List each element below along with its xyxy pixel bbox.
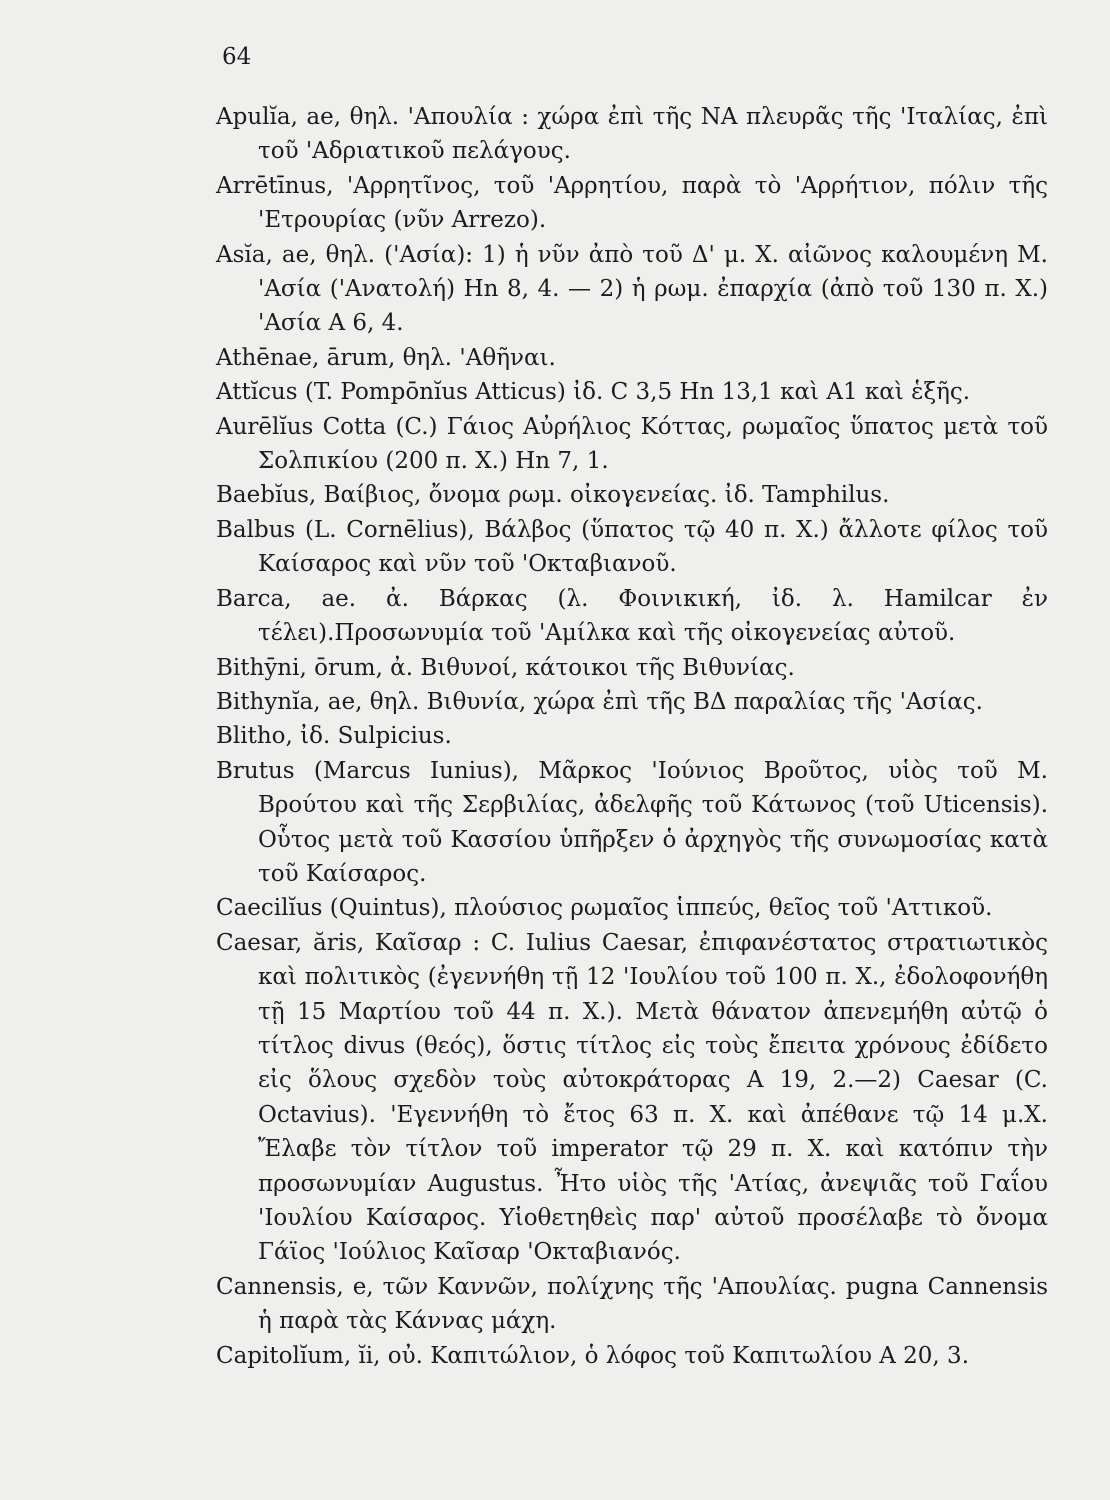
entry-bithyni: Bithȳni, ōrum, ἀ. Βιθυνοί, κάτοικοι τῆς Βιθυνίας. xyxy=(216,654,795,681)
dictionary-entries xyxy=(216,100,1048,1373)
page-number: 64 xyxy=(222,44,252,70)
entry-arretinus: Arrētīnus, 'Αρρητῖνος, τοῦ 'Αρρητίου, παρὰ τὸ 'Αρρήτιον, πόλιν τῆς 'Ετρουρίας (νῦν Arrezo). xyxy=(216,172,1048,234)
entry-athenae: Athēnae, ārum, θηλ. 'Αθῆναι. xyxy=(216,344,556,371)
entry-asia: Asĭa, ae, θηλ. ('Ασία): 1) ἡ νῦν ἀπὸ τοῦ Δ' μ. Χ. αἰῶνος καλουμένη Μ. 'Ασία ('Ανατολή) Hn 8, 4. — 2) ἡ ρωμ. ἐπαρχία (ἀπὸ τοῦ 130 π. Χ.) 'Ασία Α 6, 4. xyxy=(216,241,1048,337)
entry-bithynia: Bithynĭa, ae, θηλ. Βιθυνία, χώρα ἐπὶ τῆς ΒΔ παραλίας τῆς 'Ασίας. xyxy=(216,688,983,715)
entry-atticus: Attĭcus (T. Pompōnĭus Atticus) ἰδ. C 3,5 Hn 13,1 καὶ A1 καὶ ἑξῆς. xyxy=(216,379,971,406)
entry-brutus: Brutus (Marcus Iunius), Μᾶρκος 'Ιούνιος Βροῦτος, υἱὸς τοῦ Μ. Βρούτου καὶ τῆς Σερβιλίας, ἀδελφῆς τοῦ Κάτωνος (τοῦ Uticensis). Οὗτος μετὰ τοῦ Κασσίου ὑπῆρξεν ὁ ἀρχηγὸς τῆς συνωμοσίας κατὰ τοῦ Καίσαρος. xyxy=(216,757,1048,887)
entry-blitho: Blitho, ἰδ. Sulpicius. xyxy=(216,723,452,750)
entry-cannensis: Cannensis, e, τῶν Καννῶν, πολίχνης τῆς 'Απουλίας. pugna Cannensis ἡ παρὰ τὰς Κάννας μάχη. xyxy=(216,1273,1048,1335)
entry-aurelius-cotta: Aurēlĭus Cotta (C.) Γάιος Αὐρήλιος Κόττας, ρωμαῖος ὕπατος μετὰ τοῦ Σολπικίου (200 π. Χ.) Hn 7, 1. xyxy=(216,413,1048,475)
entry-caecilius: Caecilĭus (Quintus), πλούσιος ρωμαῖος ἱππεύς, θεῖος τοῦ 'Αττικοῦ. xyxy=(216,895,993,922)
entry-capitolium: Capitolĭum, ĭi, οὐ. Καπιτώλιον, ὁ λόφος τοῦ Καπιτωλίου Α 20, 3. xyxy=(216,1342,970,1369)
entry-balbus: Balbus (L. Cornēlius), Βάλβος (ὕπατος τῷ 40 π. Χ.) ἄλλοτε φίλος τοῦ Καίσαρος καὶ νῦν τοῦ 'Οκταβιανοῦ. xyxy=(216,516,1048,578)
entry-caesar: Caesar, ăris, Καῖσαρ : C. Iulius Caesar, ἐπιφανέστατος στρατιωτικὸς καὶ πολιτικὸς (ἐγεννήθη τῇ 12 'Ιουλίου τοῦ 100 π. Χ., ἐδολοφονήθη τῇ 15 Μαρτίου τοῦ 44 π. Χ.). Μετὰ θάνατον ἀπενεμήθη αὐτῷ ὁ τίτλος divus (θεός), ὅστις τίτλος εἰς τοὺς ἔπειτα χρόνους ἐδίδετο εἰς ὅλους σχεδὸν τοὺς αὐτοκράτορας Α 19, 2.—2) Caesar (C. Octavius). 'Εγεννήθη τὸ ἔτος 63 π. Χ. καὶ ἀπέθανε τῷ 14 μ.Χ. Ἔλαβε τὸν τίτλον τοῦ imperator τῷ 29 π. Χ. καὶ κατόπιν τὴν προσωνυμίαν Augustus. Ἦτο υἱὸς τῆς 'Ατίας, ἀνεψιᾶς τοῦ Γαΐου 'Ιουλίου Καίσαρος. Υἱοθετηθεὶς παρ' αὐτοῦ προσέλαβε τὸ ὄνομα Γάϊος 'Ιούλιος Καῖσαρ 'Οκταβιανός. xyxy=(216,929,1048,1266)
entry-barca: Barca, ae. ἀ. Βάρκας (λ. Φοινικική, ἰδ. λ. Hamilcar ἐν τέλει).Προσωνυμία τοῦ 'Αμίλκα καὶ τῆς οἰκογενείας αὐτοῦ. xyxy=(216,585,1048,647)
entry-baebius: Baebĭus, Βαίβιος, ὄνομα ρωμ. οἰκογενείας. ἰδ. Tamphilus. xyxy=(216,482,890,509)
entry-apulia: Apulĭa, ae, θηλ. 'Απουλία : χώρα ἐπὶ τῆς ΝΑ πλευρᾶς τῆς 'Ιταλίας, ἐπὶ τοῦ 'Αδριατικοῦ πελάγους. xyxy=(216,104,1048,165)
